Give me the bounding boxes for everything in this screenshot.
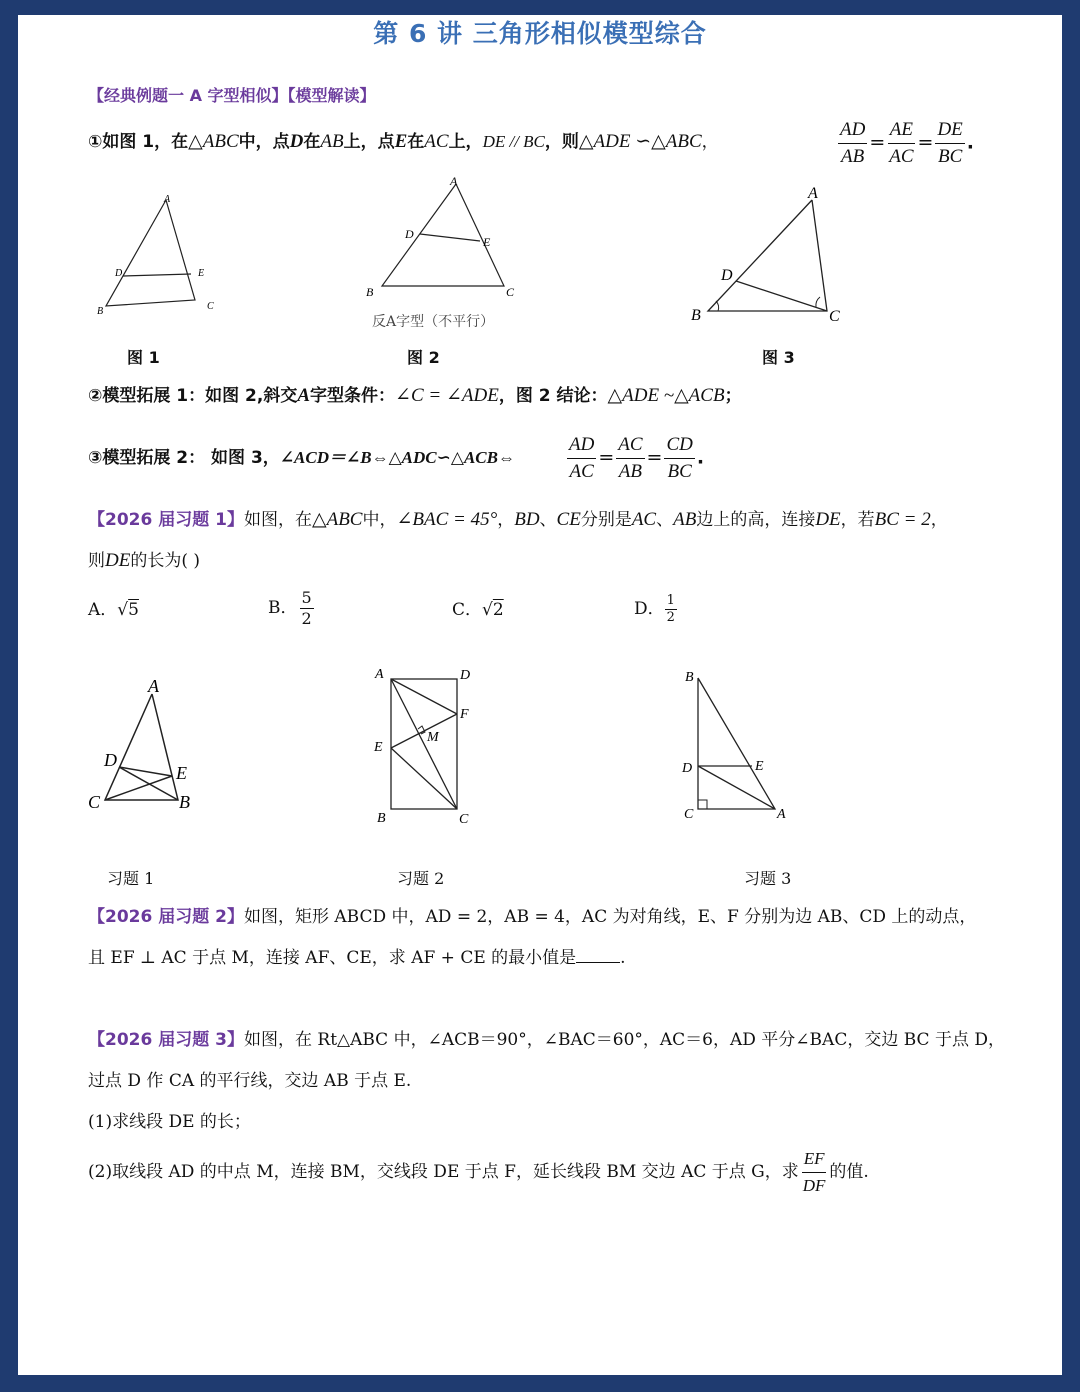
- label-E: E: [374, 740, 383, 755]
- ratio-frac: $\frac{AD}{AC}$: [569, 434, 595, 482]
- label-C: C: [506, 285, 515, 299]
- q1-line1: 【2026 届习题 1】如图，在△ABC中，∠BAC = 45°，BD、CE分别是AC、AB边上的高，连接DE，若BC = 2，: [88, 509, 948, 530]
- label-D: D: [721, 267, 733, 284]
- label-C: C: [829, 308, 840, 325]
- label-M: M: [427, 730, 439, 745]
- model1-ratio: $\frac{AD}{AB}$ = $\frac{AE}{AC}$ = $\frac{DE}{BC}$ .: [836, 117, 974, 170]
- label-D: D: [104, 750, 117, 770]
- q1-option-b: B． $\frac{5}{2}$: [268, 588, 312, 628]
- label-A: A: [164, 194, 171, 205]
- label-B: B: [179, 792, 190, 812]
- label-A: A: [808, 185, 818, 202]
- label-F: F: [460, 707, 469, 722]
- figure-1-caption: 图 1: [127, 348, 160, 367]
- section-tag: 【经典例题一 A 字型相似】【模型解读】: [88, 86, 376, 105]
- exercise-2-caption: 习题 2: [397, 869, 445, 888]
- q3-part2: (2)取线段 AD 的中点 M，连接 BM，交线段 DE 于点 F，延长线段 BM 交边 AC 于点 G，求 $\frac{EF}{DF}$ 的值.: [88, 1146, 869, 1199]
- q2-line2: 且 EF ⊥ AC 于点 M，连接 AF、CE，求 AF + CE 的最小值是 .: [88, 948, 626, 968]
- q1-option-a: A．√5: [88, 600, 139, 620]
- label-D: D: [405, 227, 414, 241]
- label-D: D: [682, 761, 693, 776]
- answer-blank: [576, 946, 620, 963]
- label-A: A: [777, 807, 786, 822]
- ratio-frac: $\frac{AC}{AB}$: [618, 434, 643, 482]
- label-B: B: [691, 307, 701, 324]
- exercise-figure-3: [678, 664, 798, 829]
- label-A: A: [450, 174, 458, 188]
- ratio-frac: $\frac{DE}{BC}$: [937, 119, 963, 167]
- q3-line1: 【2026 届习题 3】如图，在 Rt△ABC 中，∠ACB＝90°，∠BAC＝60°，AC＝6，AD 平分∠BAC，交边 BC 于点 D，: [88, 1030, 1005, 1050]
- ratio-frac: $\frac{CD}{BC}$: [666, 434, 693, 482]
- q2-tag: 【2026 届习题 2】: [88, 907, 244, 927]
- q1-option-d: D． $\frac{1}{2}$: [634, 593, 675, 625]
- q1-tag: 【2026 届习题 1】: [88, 510, 244, 530]
- model1-statement: ①如图 1，在△ABC中，点D在AB上，点E在AC上，DE // BC，则△ADE ∽△ABC，: [88, 131, 719, 152]
- exercise-figure-2: [368, 660, 488, 830]
- label-C: C: [684, 807, 694, 822]
- model3-ratio: $\frac{AD}{AC}$ = $\frac{AC}{AB}$ = $\frac{CD}{BC}$ .: [565, 432, 704, 485]
- model3-statement: ③模型拓展 2： 如图 3，∠ACD＝∠B⇔△ADC∽△ACB⇔: [88, 448, 515, 468]
- figure-3: [685, 180, 855, 325]
- label-E: E: [176, 763, 187, 783]
- page-title: 第 6 讲 三角形相似模型综合: [373, 19, 707, 48]
- q1-line2: 则DE的长为( ): [88, 550, 200, 571]
- label-B: B: [685, 670, 694, 685]
- q3-line2: 过点 D 作 CA 的平行线，交边 AB 于点 E.: [88, 1071, 412, 1091]
- label-D: D: [115, 268, 123, 279]
- figure-2-subtitle: 反A字型（不平行）: [372, 314, 495, 330]
- label-E: E: [755, 759, 764, 774]
- ratio-frac: $\frac{AE}{AC}$: [889, 119, 914, 167]
- figure-2-caption: 图 2: [407, 348, 440, 367]
- figure-2: [360, 172, 530, 332]
- figure-3-caption: 图 3: [762, 348, 795, 367]
- q1-option-c: C．√2: [452, 600, 504, 620]
- label-B: B: [377, 811, 386, 826]
- figure-1: [90, 188, 230, 323]
- exercise-figure-1: [82, 672, 202, 822]
- label-C: C: [207, 301, 214, 312]
- label-D: D: [460, 668, 471, 683]
- model2-statement: ②模型拓展 1：如图 2,斜交A字型条件：∠C = ∠ADE，图 2 结论：△ADE ~△ACB；: [88, 385, 742, 406]
- label-E: E: [198, 268, 205, 279]
- q3-part1: (1)求线段 DE 的长；: [88, 1112, 251, 1132]
- q2-line1: 【2026 届习题 2】如图，矩形 ABCD 中，AD = 2，AB = 4，AC 为对角线，E、F 分别为边 AB、CD 上的动点，: [88, 907, 977, 927]
- label-C: C: [88, 792, 101, 812]
- exercise-3-caption: 习题 3: [744, 869, 792, 888]
- ratio-frac: $\frac{AD}{AB}$: [840, 119, 866, 167]
- label-B: B: [97, 306, 104, 317]
- label-B: B: [366, 285, 374, 299]
- q3-tag: 【2026 届习题 3】: [88, 1030, 244, 1050]
- label-E: E: [483, 235, 491, 249]
- label-C: C: [459, 812, 469, 827]
- exercise-1-caption: 习题 1: [107, 869, 155, 888]
- label-A: A: [375, 667, 384, 682]
- label-A: A: [148, 676, 159, 696]
